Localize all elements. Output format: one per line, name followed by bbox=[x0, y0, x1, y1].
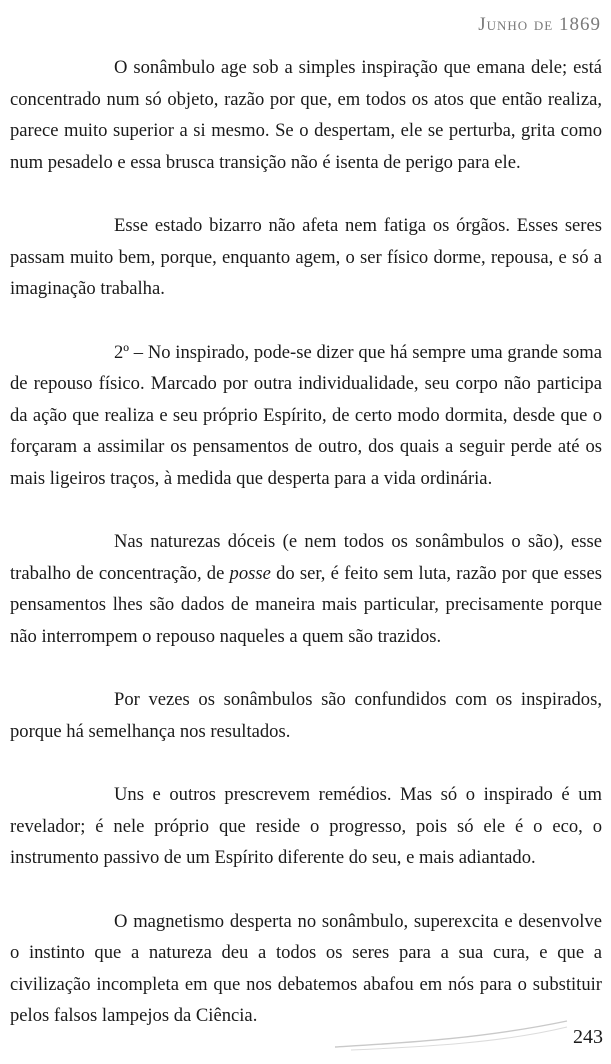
paragraph-4-text-start: Nas naturezas dóceis (e nem todos os sonâmbulos o são), esse trabalho de concentração, de bbox=[10, 531, 602, 584]
paragraph-2: Esse estado bizarro não afeta nem fatiga os órgãos. Esses seres passam muito bem, porque, enquanto agem, o ser físico dorme, repousa, e só a imaginação trabalha. bbox=[10, 215, 602, 299]
body-text bbox=[10, 52, 602, 1064]
paragraph-7: O magnetismo desperta no sonâmbulo, superexcita e desenvolve o instinto que a natureza deu a todos os seres para a sua cura, e que a civilização incompleta em que nos debatemos abafou em nós para o substituir pelos falsos lampejos da Ciência. bbox=[10, 910, 602, 1026]
paragraph-3: 2º – No inspirado, pode-se dizer que há sempre uma grande soma de repouso físico. Marcado por outra individualidade, seu corpo não participa da ação que realiza e seu próprio Espírito, de certo modo dormita, desde que o forçaram a assimilar os pensamentos de outro, dos quais a seguir perde até os mais ligeiros traços, à medida que desperta para a vida ordinária. bbox=[10, 341, 602, 489]
paragraph-4-text-end: do ser, é feito sem luta, razão por que esses pensamentos lhes são dados de maneira mais particular, precisamente porque não interrompem o repouso naqueles a quem são trazidos. bbox=[10, 562, 602, 647]
paragraph-4 bbox=[10, 526, 602, 652]
footer-ornament-swoosh bbox=[331, 1013, 571, 1053]
running-header: Junho de 1869 bbox=[478, 14, 601, 35]
page-number: 243 bbox=[573, 1026, 603, 1048]
paragraph-5: Por vezes os sonâmbulos são confundidos com os inspirados, porque há semelhança nos resultados. bbox=[10, 689, 602, 742]
paragraph-6: Uns e outros prescrevem remédios. Mas só o inspirado é um revelador; é nele próprio que reside o progresso, pois só ele é o eco, o instrumento passivo de um Espírito diferente do seu, e mais adiantado. bbox=[10, 784, 602, 868]
paragraph-4-emphasis: posse bbox=[229, 562, 271, 584]
paragraph-1: O sonâmbulo age sob a simples inspiração que emana dele; está concentrado num só objeto, razão por que, em todos os atos que então realiza, parece muito superior a si mesmo. Se o despertam, ele se perturba, grita como num pesadelo e essa brusca transição não é isenta de perigo para ele. bbox=[10, 57, 602, 173]
